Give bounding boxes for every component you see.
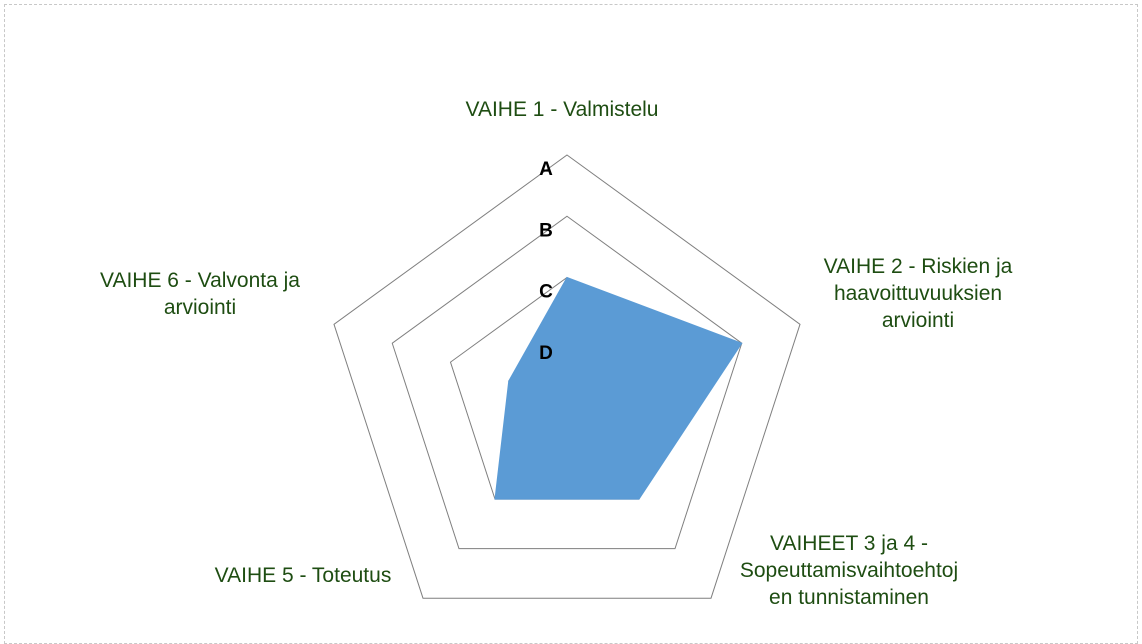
level-label-a: A: [539, 159, 553, 180]
series-area-0: [495, 278, 742, 500]
level-label-c: C: [539, 281, 553, 303]
axis-label-1: VAIHE 2 - Riskien ja haavoittuvuuksien arviointi: [823, 255, 1013, 332]
level-label-b: B: [539, 220, 553, 242]
axis-label-3: VAIHE 5 - Toteutus: [214, 564, 392, 587]
axis-label-2: VAIHEET 3 ja 4 -Sopeuttamisvaihtoehtoj en tunnistaminen: [739, 532, 959, 609]
axis-label-4: VAIHE 6 - Valvonta ja arviointi: [100, 269, 300, 319]
level-label-d: D: [539, 342, 553, 364]
axis-label-0: VAIHE 1 - Valmistelu: [465, 98, 659, 121]
